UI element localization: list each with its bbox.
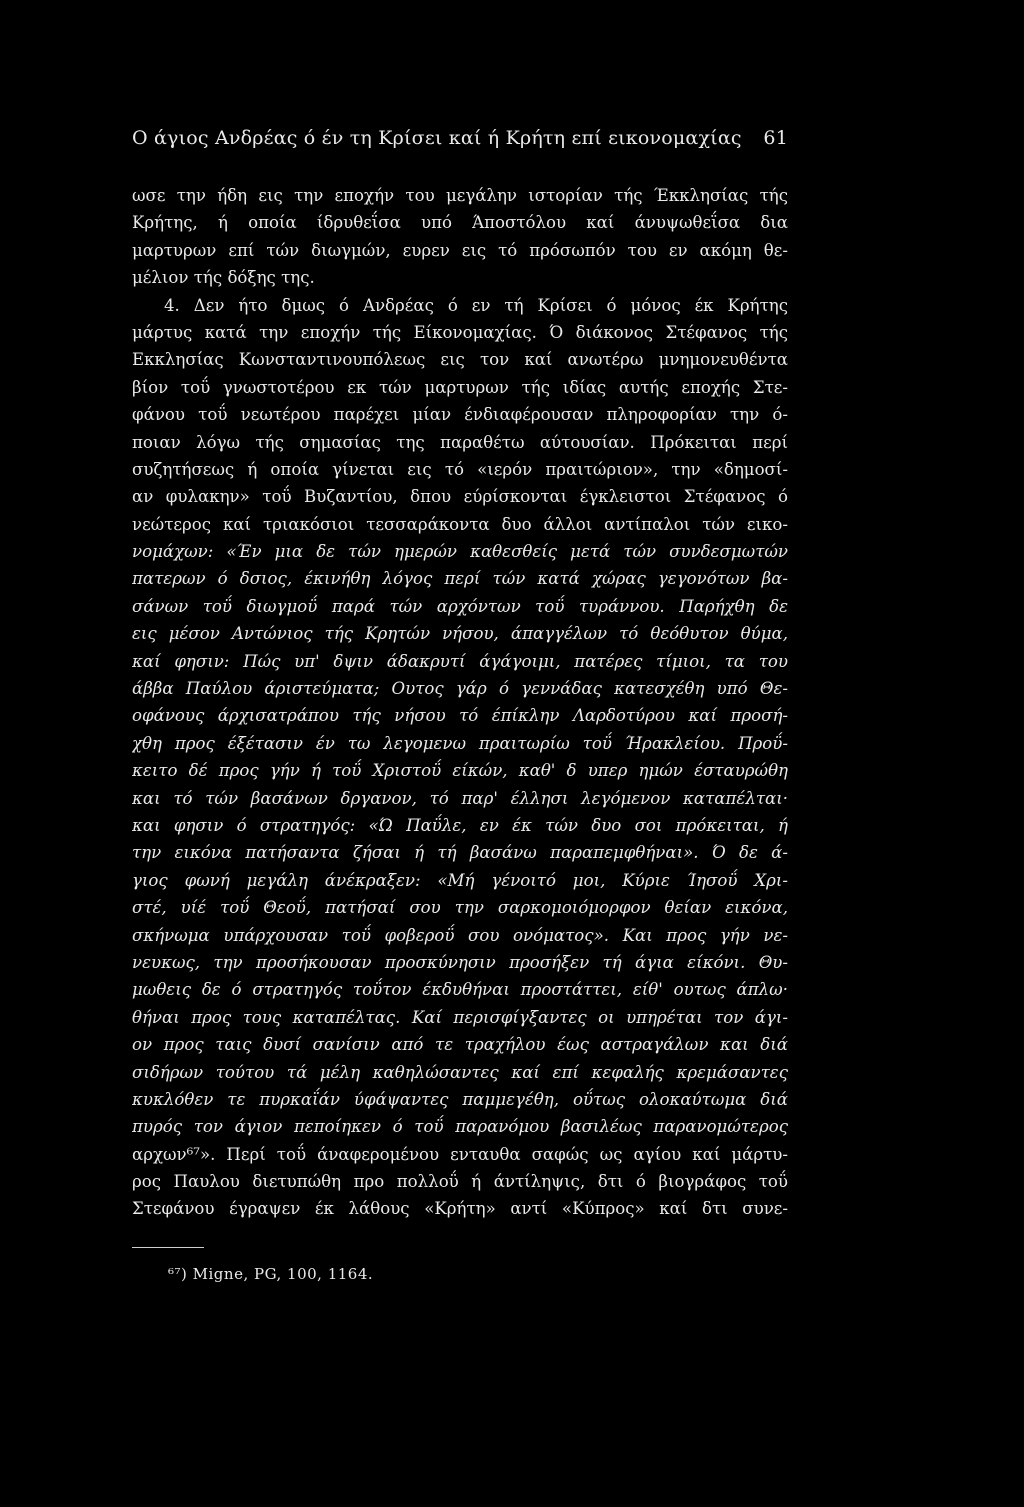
text-line: μωθεις δε ό στρατηγός τοΰτον έκδυθήναι προστάττει, είθ' ουτως άπλω· xyxy=(132,980,788,1000)
text-line: σάνων τοΰ διωγμοΰ παρά τών αρχόντων τοΰ τυράννου. Παρήχθη δε xyxy=(132,596,788,616)
text-line: την εικόνα πατήσαντα ζήσαι ή τή βασάνω παραπεμφθήναι». Ό δε ά- xyxy=(132,843,788,863)
text-line: εις μέσον Αντώνιος τής Κρητών νήσου, άπαγγέλων τό θεόθυτον θύμα, xyxy=(132,624,788,644)
text-line: ον προς ταις δυσί σανίσιν από τε τραχήλου έως αστραγάλων και διά xyxy=(132,1035,788,1055)
text-line: Εκκλησίας Κωνσταντινουπόλεως εις τον καί ανωτέρω μνημονευθέντα xyxy=(132,350,788,370)
text-line: φάνου τοΰ νεωτέρου παρέχει μίαν ένδιαφέρουσαν πληροφορίαν την ό- xyxy=(132,405,788,425)
text-line: θήναι προς τους καταπέλτας. Καί περισφίγξαντες οι υπηρέται τον άγι- xyxy=(132,1007,788,1027)
text-line: χθη προς έξέτασιν έν τω λεγομενω πραιτωρίω τοΰ Ήρακλείου. Προΰ- xyxy=(132,733,788,753)
text-line: ρος Παυλου διετυπώθη προ πολλοΰ ή άντίληψις, δτι ό βιογράφος τοΰ xyxy=(132,1172,788,1192)
text-line: στέ, υίέ τοΰ Θεοΰ, πατήσαί σου την σαρκομοιόμορφον θείαν εικόνα, xyxy=(132,898,788,918)
text-line: νεώτερος καί τριακόσιοι τεσσαράκοντα δυο άλλοι αντίπαλοι τών εικο- xyxy=(132,514,788,534)
text-line: οφάνους άρχισατράπου τής νήσου τό έπίκλην Λαρδοτύρου καί προσή- xyxy=(132,706,788,726)
footnote: ⁶⁷) Migne, PG, 100, 1164. xyxy=(168,1265,374,1283)
text-line: Κρήτης, ή οποία ίδρυθεΐσα υπό Άποστόλου καί άνυψωθεΐσα δια xyxy=(132,213,788,233)
text-line: μαρτυρων επί τών διωγμών, ευρεν εις τό πρόσωπόν του εν ακόμη θε- xyxy=(132,240,788,260)
text-line: συζητήσεως ή οποία γίνεται εις τό «ιερόν πραιτώριον», την «δημοσί- xyxy=(132,459,788,479)
text-line: μάρτυς κατά την εποχήν τής Είκονομαχίας. Ό διάκονος Στέφανος τής xyxy=(132,322,788,342)
text-line: σκήνωμα υπάρχουσαν τοΰ φοβεροΰ σου ονόματος». Και προς γήν νε- xyxy=(132,925,788,945)
running-head-title: Ο άγιος Ανδρέας ό έν τη Κρίσει καί ή Κρήτη επί εικονομαχίας xyxy=(132,127,742,149)
page-number: 61 xyxy=(763,127,788,149)
text-line: πυρός τον άγιον πεποίηκεν ό τοΰ παρανόμου βασιλέως παρανομώτερος xyxy=(132,1117,788,1137)
body-text xyxy=(132,182,788,1223)
text-line: γιος φωνή μεγάλη άνέκραξεν: «Μή γένοιτό μοι, Κύριε Ίησοΰ Χρι- xyxy=(132,870,788,890)
text-line: κειτο δέ προς γήν ή τοΰ Χριστοΰ είκών, καθ' δ υπερ ημών έσταυρώθη xyxy=(132,761,788,781)
text-line: μέλιον τής δόξης της. xyxy=(132,268,315,288)
text-line: κυκλόθεν τε πυρκαΐάν ύφάψαντες παμμεγέθη, οΰτως ολοκαύτωμα διά xyxy=(132,1089,788,1109)
footnote-rule xyxy=(132,1247,204,1248)
text-line: άββα Παύλου άριστεύματα; Ουτος γάρ ό γεννάδας κατεσχέθη υπό Θε- xyxy=(132,679,788,699)
text-line: 4. Δεν ήτο δμως ό Ανδρέας ό εν τή Κρίσει ό μόνος έκ Κρήτης xyxy=(164,295,788,315)
text-line: Στεφάνου έγραψεν έκ λάθους «Κρήτη» αντί «Κύπρος» καί δτι συνε- xyxy=(132,1199,788,1219)
text-line: και φησιν ό στρατηγός: «Ώ Παΰλε, εν έκ τών δυο σοι πρόκειται, ή xyxy=(132,815,788,835)
text-line: αρχων⁶⁷». Περί τοΰ άναφερομένου ενταυθα σαφώς ως αγίου καί μάρτυ- xyxy=(132,1144,788,1164)
text-line: σιδήρων τούτου τά μέλη καθηλώσαντες καί επί κεφαλής κρεμάσαντες xyxy=(132,1062,788,1082)
text-line: βίον τοΰ γνωστοτέρου εκ τών μαρτυρων τής ιδίας αυτής εποχής Στε- xyxy=(132,377,788,397)
text-line: ωσε την ήδη εις την εποχήν του μεγάλην ιστορίαν τής Έκκλησίας τής xyxy=(132,186,788,205)
text-line: νομάχων: «Έν μια δε τών ημερών καθεσθείς μετά τών συνδεσμωτών xyxy=(132,542,788,562)
text-line: πατερων ό δσιος, έκινήθη λόγος περί τών κατά χώρας γεγονότων βα- xyxy=(132,569,788,589)
text-line: και τό τών βασάνων δργανον, τό παρ' έλλησι λεγόμενον καταπέλται· xyxy=(132,788,788,808)
text-line: αν φυλακην» τοΰ Βυζαντίου, δπου εύρίσκονται έγκλειστοι Στέφανος ό xyxy=(132,487,788,507)
text-line: νευκως, την προσήκουσαν προσκύνησιν προσήξεν τή άγια είκόνι. Θυ- xyxy=(132,952,788,972)
text-line: ποιαν λόγω τής σημασίας της παραθέτω αύτουσίαν. Πρόκειται περί xyxy=(132,432,788,452)
text-line: καί φησιν: Πώς υπ' δψιν άδακρυτί άγάγοιμι, πατέρες τίμιοι, τα του xyxy=(132,651,788,671)
